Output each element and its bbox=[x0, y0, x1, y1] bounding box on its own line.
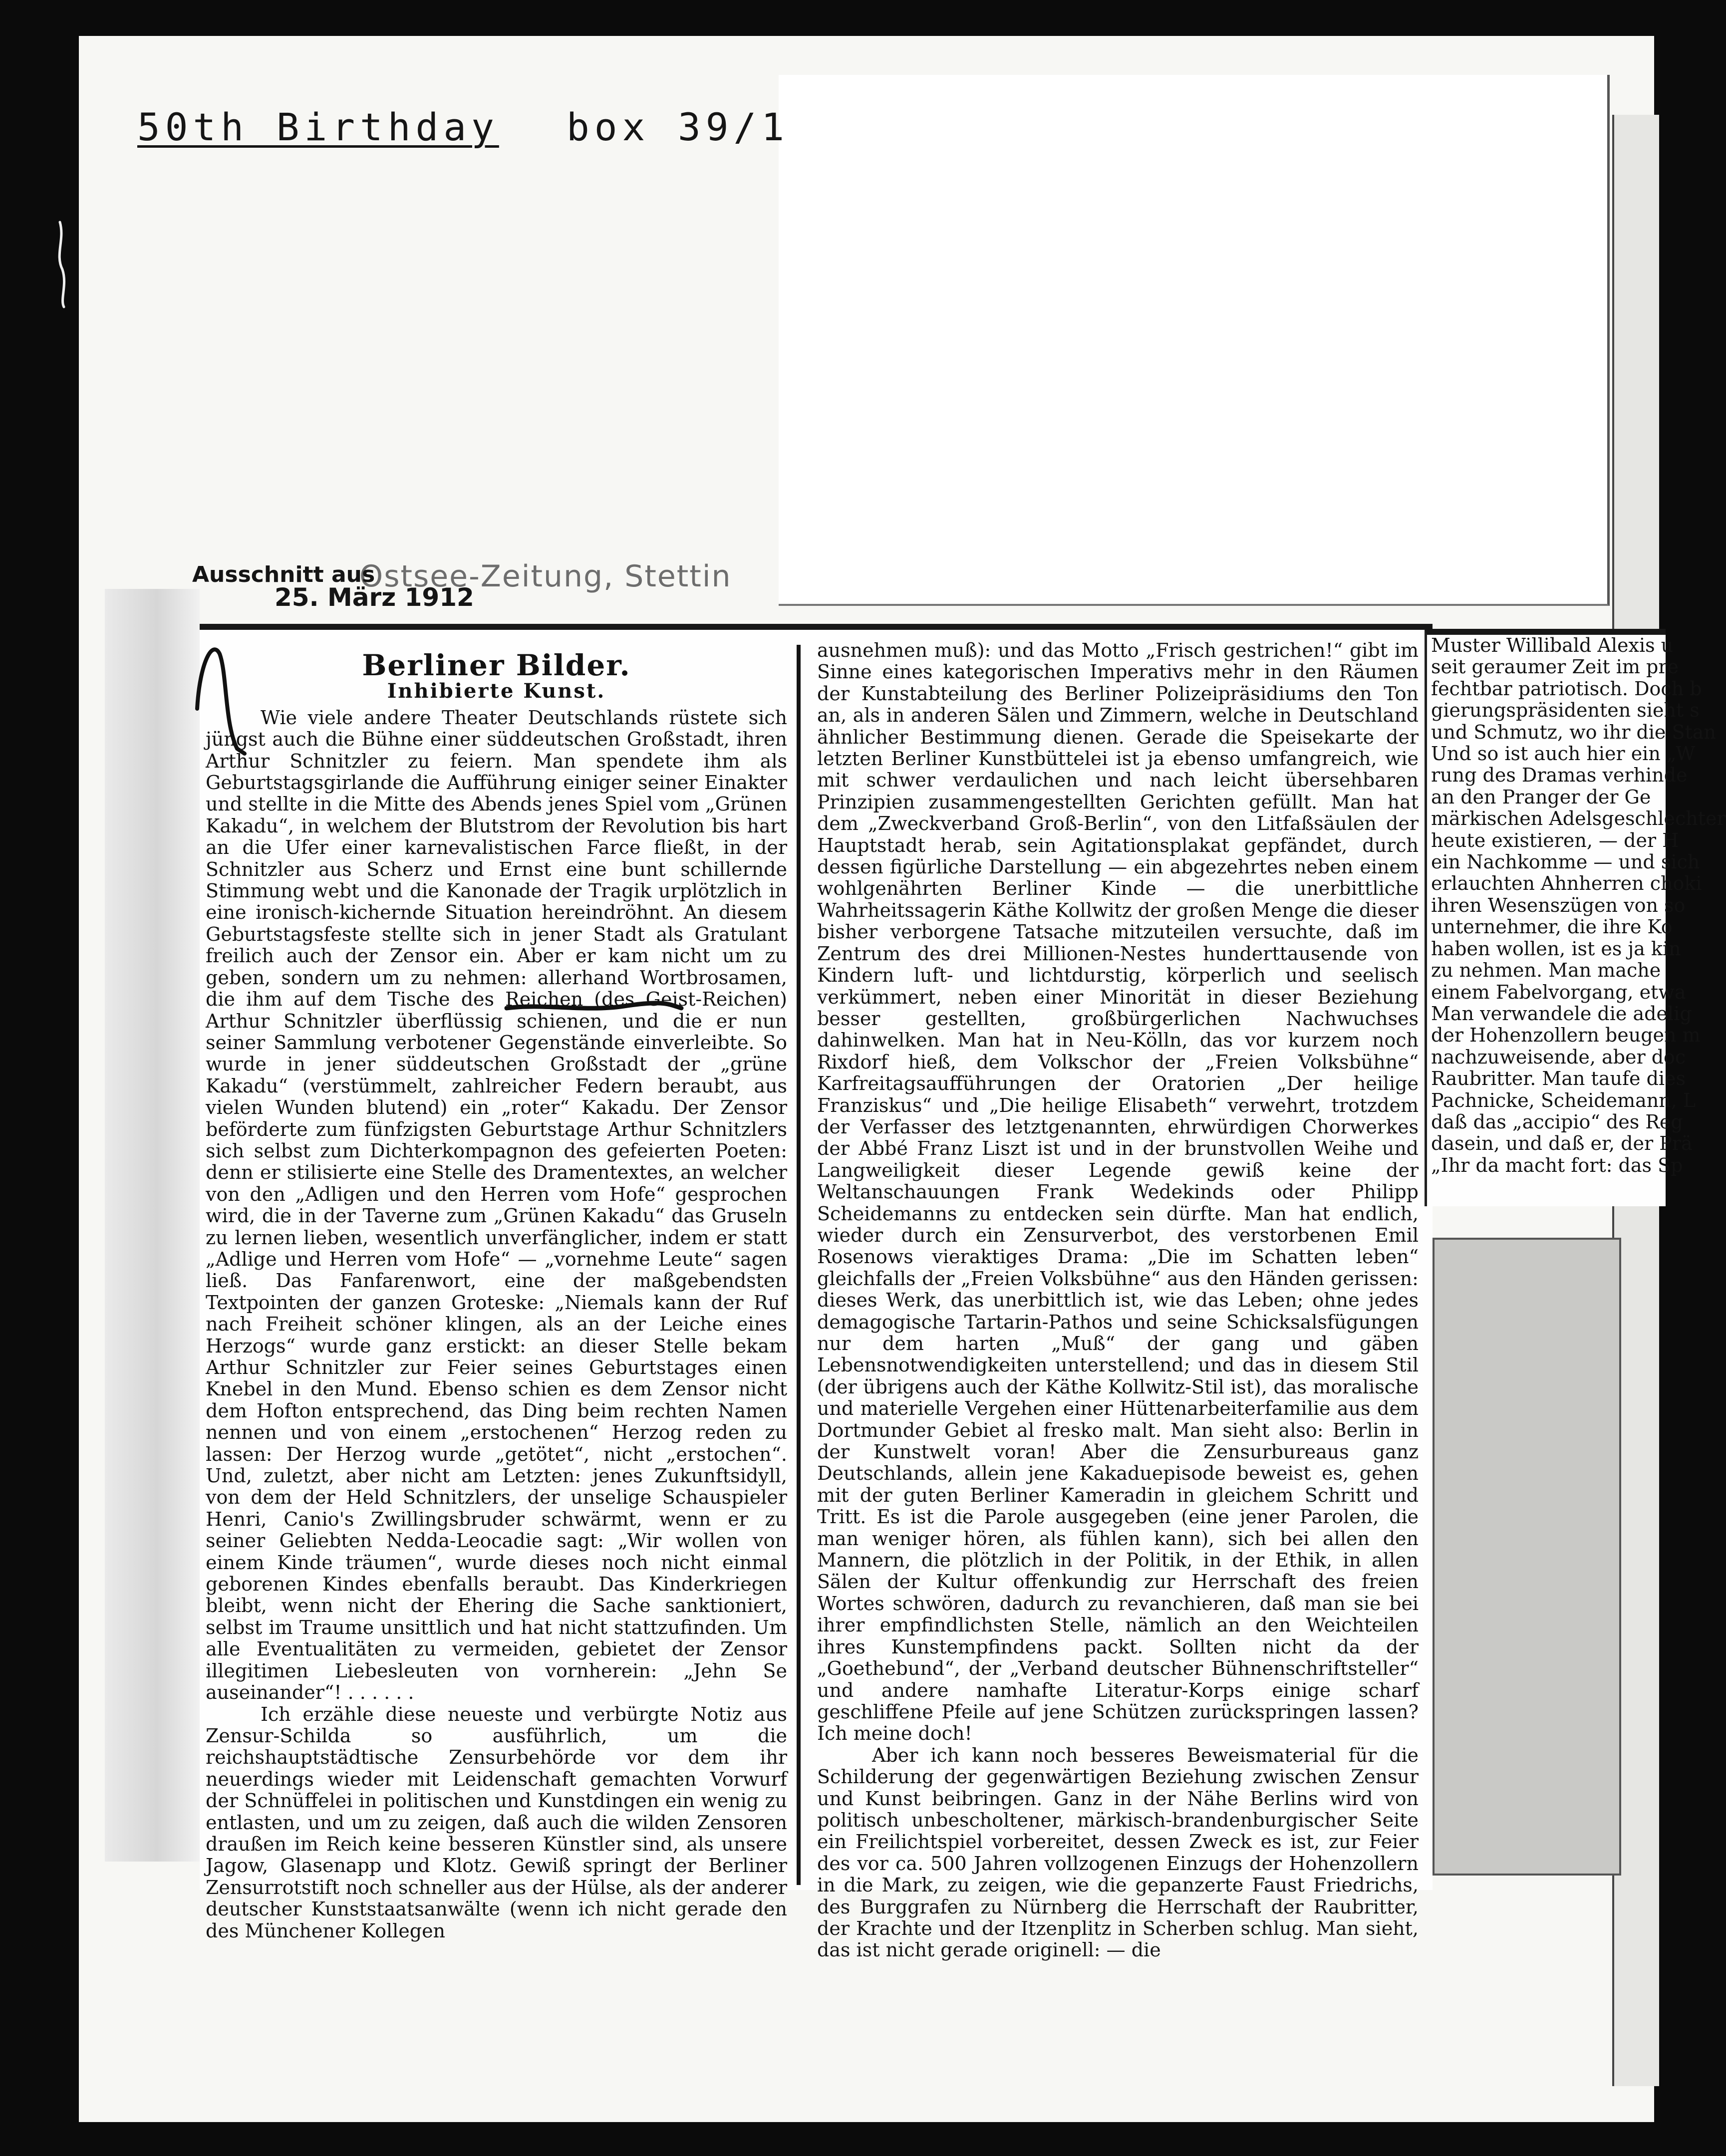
article-column-1 bbox=[206, 640, 787, 1942]
column-line: gierungspräsidenten sieht s bbox=[1431, 699, 1700, 722]
backing-card bbox=[779, 75, 1610, 606]
column-line: seit geraumer Zeit im pre bbox=[1431, 656, 1679, 678]
column-line: Man verwandele die adelig bbox=[1431, 1002, 1692, 1025]
article-subtitle: Inhibierte Kunst. bbox=[387, 679, 606, 703]
clipping-date-stamp: 25. März 1912 bbox=[275, 583, 474, 612]
column-line: Raubritter. Man taufe dies bbox=[1431, 1068, 1686, 1090]
column-line: einem Fabelvorgang, etwa bbox=[1431, 981, 1686, 1003]
column-line: haben wollen, ist es ja kin bbox=[1431, 937, 1681, 960]
column-line: Muster Willibald Alexis u bbox=[1431, 634, 1674, 656]
clipping-label-stamp: Ausschnitt aus bbox=[192, 562, 375, 587]
column-line: Pachnicke, Scheidemann, L bbox=[1431, 1089, 1696, 1111]
article-column-2 bbox=[817, 639, 1419, 1961]
article-paragraph: Wie viele andere Theater Deutschlands rüstete sich jüngst auch die Bühne einer süddeutschen Großstadt, ihren Arthur Schnitzler zu feiern. Man spendete ihm als Geburtstagsgirlande die Aufführung einiger seiner Einakter und stellte in die Mitte des Abends jenes Spiel vom „Grünen Kakadu“, in welchem der Blutstrom der Revolution bis hart an die Ufer einer karnevalistischen Farce fließt, in der Schnitzler aus Scherz und Ernst eine bunt schillernde Stimmung webt und die Kanonade der Tragik urplötzlich in eine ironisch-kichernde Situation hereindröhnt. An diesem Geburtstagsfeste stellte sich in jener Stadt als Gratulant freilich auch der Zensor ein. Aber er kam nicht um zu geben, sondern um zu nehmen: allerhand Wortbrosamen, die ihm auf dem Tische des Reichen (des Geist-Reichen) Arthur Schnitzler überflüssig schienen, und die er nun seiner Sammlung verbotener Gegenstände einverleibte. So wurde in jener süddeutschen Großstadt der „grüne Kakadu“ (verstümmelt, zahlreicher Federn beraubt, aus vielen Wunden blutend) ein „roter“ Kakadu. Der Zensor beförderte zum fünfzigsten Geburtstage Arthur Schnitzlers sich selbst zum Dichterkompagnon des gefeierten Poeten: denn er stilisierte eine Stelle des Dramentextes, an welcher von den „Adligen und den Herren vom Hofe“ gesprochen wird, die in der Taverne zum „Grünen Kakadu“ das Gruseln zu lernen lieben, wesentlich unverfänglicher, indem er statt „Adlige und Herren vom Hofe“ — „vornehme Leute“ sagen ließ. Das Fanfarenwort, eine der maßgebendsten Textpointen der ganzen Groteske: „Niemals kann der Ruf nach Freiheit schöner klingen, als an der Leiche eines Herzogs“ wurde ganz erstickt: an dieser Stelle bekam Arthur Schnitzler zur Feier seines Geburtstages einen Knebel in den Mund. Ebenso schien es dem Zensor nicht dem Hofton entsprechend, das Ding beim rechten Namen nennen und von einem „erstochenen“ Herzog reden zu lassen: Der Herzog wurde „getötet“, nicht „erstochen“. Und, zuletzt, aber nicht am Letzten: jenes Zukunftsidyll, von dem der Held Schnitzlers, der unselige Schauspieler Henri, Canio's Zwillingsbruder schwärmt, wenn er zu seiner Geliebten Nedda-Leocadie sagt: „Wir wollen von einem Kinde träumen“, wurde dieses noch nicht einmal geborenen Kindes ebenfalls beraubt. Das Kinderkriegen bleibt, wenn nicht der Ehering die Sache sanktioniert, selbst im Traume unsittlich und hat nicht stattzufinden. Um alle Eventualitäten zu vermeiden, gebietet der Zensor illegitimen Liebesleuten von vornherein: „Jehn Se auseinander“! . . . . . . bbox=[206, 706, 787, 1704]
column-line: erlauchten Ahnherren choki bbox=[1431, 872, 1702, 895]
column-line: rung des Dramas verhinde bbox=[1431, 764, 1688, 787]
column-line: „Ihr da macht fort: das Sp bbox=[1431, 1154, 1683, 1176]
pencil-bracket-mark bbox=[190, 634, 260, 764]
margin-pencil-mark bbox=[50, 220, 75, 309]
paper-fold bbox=[105, 589, 200, 1862]
article-column-3-truncated bbox=[1425, 629, 1726, 1206]
column-line: daß das „accipio“ des Reg bbox=[1431, 1110, 1683, 1133]
column-line: nachzuweisende, aber doc bbox=[1431, 1046, 1686, 1068]
column-line: Und so ist auch hier ein „W bbox=[1431, 743, 1696, 765]
article-paragraph: Aber ich kann noch besseres Beweismaterial für die Schilderung der gegenwärtigen Beziehung zwischen Zensur und Kunst beibringen. Ganz in der Nähe Berlins wird von politisch unbescholtener, märkisch-brandenburgischer Seite ein Freilichtspiel vorbereitet, dessen Zweck es ist, zur Feier des vor ca. 500 Jahren vollzogenen Einzugs der Hohenzollern in die Mark, zu zeigen, wie die gepanzerte Faust Friedrichs, des Burggrafen zu Nürnberg die Herrschaft der Raubritter, der Krachte und der Itzenplitz in Scherben schlug. Man sieht, das ist nicht gerade originell: — die bbox=[817, 1744, 1419, 1961]
article-title: Berliner Bilder. bbox=[362, 648, 631, 682]
column-line: unternehmer, die ihre Ko bbox=[1431, 916, 1673, 938]
column-line: märkischen Adelsgeschlechter bbox=[1431, 808, 1726, 830]
column-line: ein Nachkomme — und sich bbox=[1431, 851, 1700, 873]
blank-paper-patch bbox=[1433, 1238, 1621, 1876]
strikethrough-mark bbox=[504, 993, 684, 1023]
column-line: an den Pranger der Ge bbox=[1431, 786, 1651, 808]
column-rule bbox=[797, 645, 801, 1885]
column-line: der Hohenzollern beugen m bbox=[1431, 1024, 1701, 1047]
box-number: box 39/1 bbox=[567, 105, 790, 149]
column-line: heute existieren, — der H bbox=[1431, 829, 1679, 851]
column-line: und Schmutz, wo ihr die Stan bbox=[1431, 721, 1716, 743]
newspaper-clipping bbox=[200, 624, 1433, 1961]
article-paragraph: Ich erzähle diese neueste und verbürgte Notiz aus Zensur-Schilda so ausführlich, um die reichshauptstädtische Zensurbehörde vor dem ihr neuerdings wieder mit Leidenschaft gemachten Vorwurf der Schnüffelei in politischen und Kunstdingen ein wenig zu entlasten, und um zu zeigen, daß auch die wilden Zensoren draußen im Reich keine besseren Künstler sind, als unsere Jagow, Glasenapp und Klotz. Gewiß springt der Berliner Zensurrotstift noch schneller aus der Hülse, als der anderer deutscher Kunststaatsanwälte (wenn ich nicht gerade den des Münchener Kollegen bbox=[206, 1703, 787, 1942]
newspaper-source-stamp: Ostsee-Zeitung, Stettin bbox=[359, 559, 732, 594]
folder-title: 50th Birthday bbox=[137, 105, 499, 149]
column-line: zu nehmen. Man mache bbox=[1431, 959, 1661, 982]
column-line: dasein, und daß er, der Prä bbox=[1431, 1132, 1693, 1155]
column-line: ihren Wesenszügen von so bbox=[1431, 894, 1686, 916]
article-paragraph: ausnehmen muß): und das Motto „Frisch gestrichen!“ gibt im Sinne eines kategorischen Imperativs mehr in den Räumen der Kunstabteilung des Berliner Polizeipräsidiums den Ton an, als in anderen Sälen und Zimmern, welche in Deutschland ähnlicher Bestimmung dienen. Gerade die Speisekarte der letzten Berliner Kunstbüttelei ist ja ebenso umfangreich, wie mit schwer verdaulichen und nach leicht übersehbaren Prinzipien zusammengestellten Gerichten gefüllt. Man hat dem „Zweckverband Groß-Berlin“, von den Litfaßsäulen der Hauptstadt herab, sein Agitationsplakat gepfändet, durch dessen figürliche Darstellung — ein abgezehrtes neben einem wohlgenährten Berliner Kinde — die unerbittliche Wahrheitssagerin Käthe Kollwitz der großen Menge die dieser bisher verborgene Tatsache mitzuteilen versuchte, daß im Zentrum des drei Millionen-Nestes hunderttausende von Kindern luft- und lichtdurstig, körperlich und seelisch verkümmert, neben einer Minorität in dieser Beziehung besser gestellten, großbürgerlichen Nachwuchses dahinwelken. Man hat in Neu-Kölln, das vor kurzem noch Rixdorf hieß, dem Volkschor der „Freien Volksbühne“ Karfreitagsaufführungen der Oratorien „Der heilige Franziskus“ und „Die heilige Elisabeth“ verwehrt, trotzdem der Verfasser des letztgenannten, ehrwürdigen Chorwerkes der Abbé Franz Liszt ist und in der brunstvollen Weihe und Langweiligkeit dieser Legende gewiß keine der Weltanschauungen Frank Wedekinds oder Philipp Scheidemanns zu entdecken sein dürfte. Man hat endlich, wieder durch ein Zensurverbot, des verstorbenen Emil Rosenows vieraktiges Drama: „Die im Schatten leben“ gleichfalls der „Freien Volksbühne“ aus den Händen gerissen: dieses Werk, das unerbittlich ist, wie das Leben; ohne jedes demagogische Tartarin-Pathos und seine Schicksalsfügungen nur dem harten „Muß“ der gang und gäben Lebensnotwendigkeiten unterstellend; und das in diesem Stil (der übrigens auch der Käthe Kollwitz-Stil ist), das moralische und materielle Vergehen einer Hüttenarbeiterfamilie aus dem Dortmunder Gebiet al fresko malt. Man sieht also: Berlin in der Kunstwelt voran! Aber die Zensurbureaus ganz Deutschlands, allein jene Kakaduepisode beweist es, gehen mit der guten Berliner Kameradin in gleichem Schritt und Tritt. Es ist die Parole ausgegeben (eine jener Parolen, die man weniger hören, als fühlen kann), sich bei allen den Mannern, die plötzlich in der Politik, in der Ethik, in allen Sälen der Kultur offenkundig zur Herrschaft des freien Wortes schwören, dadurch zu revanchieren, daß man sie bei ihrer empfindlichsten Stelle, nämlich an den Weichteilen ihres Kunstempfindens packt. Sollten nicht da der „Goethebund“, der „Verband deutscher Bühnenschriftsteller“ und andere namhafte Literatur-Korps einige scharf geschliffene Pfeile auf jene Schützen zurückspringen lassen? Ich meine doch! bbox=[817, 639, 1419, 1745]
column-line: fechtbar patriotisch. Doch b bbox=[1431, 677, 1702, 700]
